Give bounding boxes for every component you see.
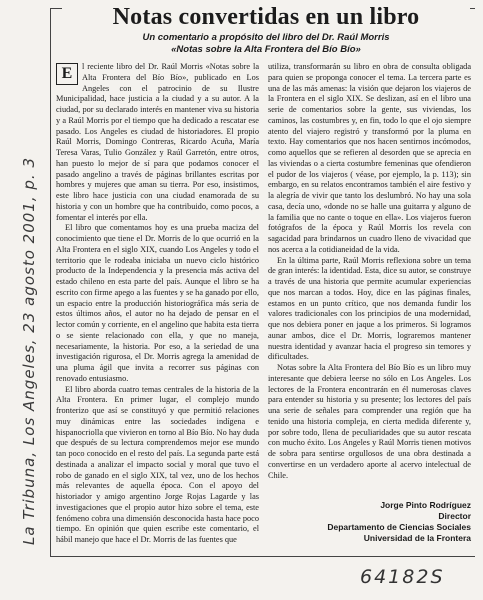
article-column-left	[56, 62, 259, 546]
handwritten-reference-number: 64182S	[360, 566, 445, 588]
paragraph-2: El libro que comentamos hoy es una prueba maciza del conocimiento que tiene el Dr. Morris de lo que ocurrió en la Alta Frontera en el siglo XIX, cuando Los Angeles y todo el territorio que le rodeaba iniciaba un nuevo ciclo histórico producto de la Independencia y la presencia más activa del estado chileno en esta parte del país. Aunque el libro se ha escrito con firme apego a las fuentes y se ha ganado por ello, un espacio entre la producción historiográfica más seria de estos últimos años, el autor no ha dejado de pensar en el lector común y corriente, en el angelino que habita esta tierra o se siente relacionado con ella, y que no maneja, necesariamente, la historia. Por eso, a la seriedad de una investigación rigurosa, el Dr. Morris agrega la amenidad de una pluma ágil que invita a recorrer sus páginas con renovado entusiasmo.	[56, 223, 259, 383]
paragraph-6: Notas sobre la Alta Frontera del Bío Bío es un libro muy interesante que debiera leerse no sólo en Los Angeles. Los lectores de la Frontera encontrarán en él numerosas claves para entender su historia y su presente; los lectores del país una serie de señales para comprender una región que ha tenido una historia compleja, en cierta medida diferente y, por sobre todo, llena de peculiaridades que su autor rescata con mucho éxito. Los Angeles y Raúl Morris tienen motivos de sobra para sentirse orgullosos de una obra destinada a convertirse en un verdadero aporte al acervo intelectual de Chile.	[268, 363, 471, 480]
paragraph-4: utiliza, transformarán su libro en obra de consulta obligada para quien se proponga conocer el tema. La tercera parte es una de las más amenas: la visión que dejaron los viajeros de la Frontera en el siglo XIX. Se deslizan, así en el libro una serie de comentarios sobre la gente, sus viviendas, los caminos, las costumbres y, en fin, todo lo que el ojo siempre atento del viajero registró y transformó por la pluma en texto. Hay comentarios que nos hacen sentirnos incómodos, como aquellos que se refieren al desorden que se aprecia en las viviendas o a cierta costumbre femeninas que ofendieron el pudor de los viajeros ( véase, por ejemplo, la p. 113); sin embargo, en su relatos encontramos también el aire festivo y la alegría de vivir que tanto los deslumbró. No hay una sola casa, decía uno, «donde no se halle una guitarra y alguno de la familia que no cante o toque en ella». Los viajeros fueron fotógrafos de la época y Raúl Morris los revela con sagacidad para brindarnos un cuadro lleno de vivacidad que nos acerca a la cotidianeidad de la vida.	[268, 62, 471, 254]
author-name: Jorge Pinto Rodríguez	[380, 500, 471, 510]
paragraph-3: El libro aborda cuatro temas centrales de la historia de la Alta Frontera. En primer lugar, el complejo mundo fronterizo que así se constituyó y que permitió relaciones muy dinámicas entre las sociedades indígena e hispanocriolla que vivieron en torno al Bío Bío. No hay duda que después de su lectura comprendemos mejor ese mundo tan poco conocido en el resto del país. La segunda parte está destinada a analizar el impacto social y moral que tuvo el robo de ganado en el siglo XIX, tal vez, uno de los hechos más relevantes de aquella época. Con el apoyo del historiador y amigo argentino Jorge Rojas Lagarde y las investigaciones que el propio autor hizo sobre el tema, este fenómeno cobra una dimensión desconocida hasta hace poco tiempo. En opinión que quien escribe este comentario, el hábil manejo que hace el Dr. Morris de las fuentes que	[56, 384, 260, 544]
paragraph-1	[56, 62, 259, 223]
paragraph-5: En la última parte, Raúl Morris reflexiona sobre un tema de gran interés: la identidad. Esta, dice su autor, se construye a través de una historia que permite acumular experiencias que nos marcan a todos. Hoy, dice en las páginas finales, estamos en un punto crítico, que nos demanda fundir los valores tradicionales con los principios de una modernidad, que nos debiera poner en jaque a los primeros. Si logramos aunar ambos, dice el Dr. Morris, lograremos mantener nuestra identidad y avanzar hacia el progreso sin temores y dificultades.	[268, 255, 471, 362]
headline: Notas convertidas en un libro	[62, 2, 470, 32]
author-signature	[268, 500, 471, 544]
paragraph-1-text: l reciente libro del Dr. Raúl Morris «Notas sobre la Alta Frontera del Bío Bío», publicado en Los Angeles con el patrocinio de su Ilustre Municipalidad, hace justicia a la ciudad y a su autor. A la ciudad, por su declarado interés en mantener viva su historia y a Raúl Morris por el tiempo que ha dedicado a rescatar ese pasado. Los Angeles es ciudad de historiadores. El propio Raúl Morris, Domingo Contreras, Ricardo Acuña, María Teresa Varas, Tulio González y Raúl Garretón, entre otros, han puesto lo mejor de sí para que podamos conocer el pasado angelino a través de páginas brillantes escritas por hombres y mujeres que aman su tierra. Por eso, insistimos, este libro hace justicia con una ciudad enamorada de su historia y con un hombre que ha contribuido, como pocos, a fomentar el interés por ella.	[56, 62, 259, 222]
author-role: Director	[438, 511, 471, 521]
border-left	[50, 8, 51, 556]
author-university: Universidad de la Frontera	[363, 533, 471, 543]
article-column-right	[268, 62, 471, 481]
drop-cap: E	[56, 63, 78, 85]
author-department: Departamento de Ciencias Sociales	[327, 522, 471, 532]
subtitle-line-2: «Notas sobre la Alta Frontera del Bío Bío»	[171, 44, 361, 55]
border-bottom	[50, 556, 475, 557]
subtitle-line-1: Un comentario a propósito del libro del Dr. Raúl Morris	[142, 32, 390, 43]
handwritten-source-note: La Tribuna, Los Angeles, 23 agosto 2001, p. 3	[20, 157, 38, 545]
